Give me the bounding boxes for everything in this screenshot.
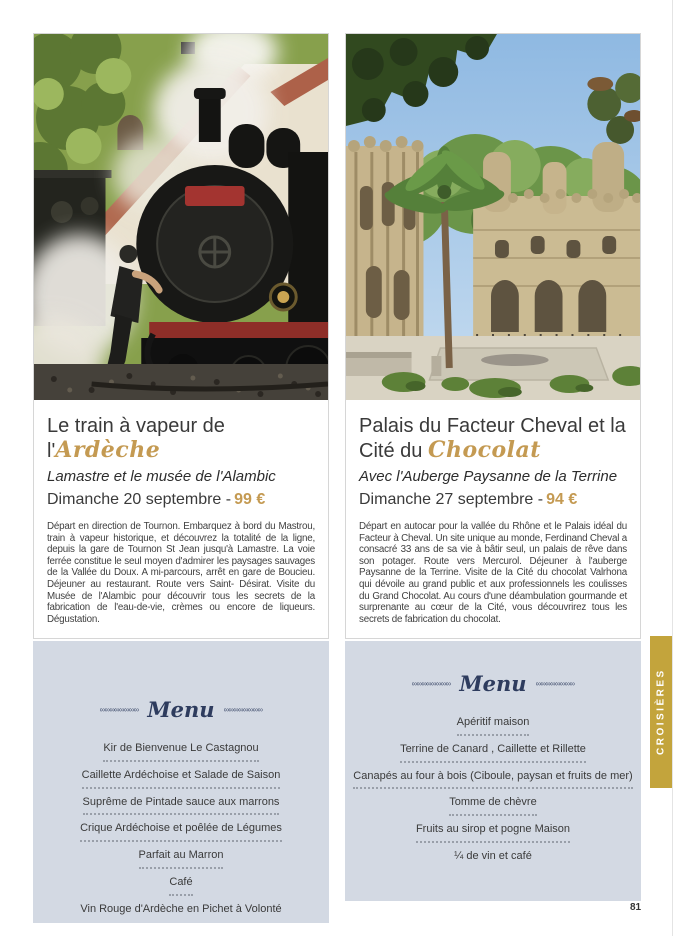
menu-heading: [411, 671, 575, 697]
menu-item: ¼ de vin et café: [454, 849, 532, 862]
excursion-column-train: [33, 33, 329, 915]
card-title: [359, 415, 627, 463]
card-train: [33, 33, 329, 639]
date-text: Dimanche 27 septembre -: [359, 491, 544, 509]
menu-item: Tomme de chèvre: [449, 796, 536, 816]
title-script-text: Ardèche: [55, 437, 161, 463]
menu-item: Fruits au sirop et pogne Maison: [416, 823, 570, 843]
menu-items-list: [345, 716, 641, 871]
title-script-text: Chocolat: [427, 437, 541, 463]
steam-train-photo-icon: [34, 34, 328, 400]
card-subtitle: Lamastre et le musée de l'Alambic: [47, 468, 276, 486]
card-body: [346, 400, 640, 638]
menu-items-list: [33, 742, 329, 923]
squiggle-ornament-left-icon: ∞∞∞∞∞∞∞∞: [99, 704, 139, 714]
menu-item: Canapés au four à bois (Ciboule, paysan et fruits de mer): [353, 770, 632, 790]
menu-item: Suprême de Pintade sauce aux marrons: [83, 796, 280, 816]
menu-item: Parfait au Marron: [139, 849, 224, 869]
menu-item: Apéritif maison: [457, 716, 530, 736]
excursion-column-palais: [345, 33, 641, 901]
card-date-line: [359, 491, 627, 509]
page-number: 81: [630, 902, 642, 913]
squiggle-ornament-right-icon: ∞∞∞∞∞∞∞∞: [535, 678, 575, 688]
menu-item: Café: [169, 876, 192, 896]
card-body: [34, 400, 328, 638]
menu-box-palais: [345, 641, 641, 901]
card-subtitle: Avec l'Auberge Paysanne de la Terrine: [359, 468, 618, 486]
squiggle-ornament-right-icon: ∞∞∞∞∞∞∞∞: [223, 704, 263, 714]
title-plain-text: Palais du Facteur Cheval et la Cité du: [359, 415, 626, 462]
menu-heading: [99, 697, 263, 723]
menu-item: Crique Ardéchoise et poêlée de Légumes: [80, 822, 282, 842]
tab-croisieres[interactable]: CROISIÈRES: [650, 636, 672, 788]
menu-title: Menu: [459, 671, 527, 697]
price-text: 94 €: [546, 491, 578, 509]
squiggle-ornament-left-icon: ∞∞∞∞∞∞∞∞: [411, 678, 451, 688]
menu-title: Menu: [147, 697, 215, 723]
menu-item: Vin Rouge d'Ardèche en Pichet à Volonté: [80, 902, 282, 915]
page-edge-line: [672, 0, 673, 936]
date-text: Dimanche 20 septembre -: [47, 491, 232, 509]
menu-item: Kir de Bienvenue Le Castagnou: [103, 742, 258, 762]
card-description: Départ en direction de Tournon. Embarquez à bord du Mastrou, train à vapeur historique, et découvrez la totalité de la ligne, depuis la gare de Tournon St Jean jusqu'à Lamastre. La voie ferrée constitue le seul moyen d'admirer les paysages sauvages de la Vallée du Doux. A mi-parcours, arrêt en gare de Boucieu. Déjeuner au restaurant. Route vers Saint- Désirat. Visite du Musée de l'Alambic pour découvrir tous les secrets de la fabrication de l'eau-de-vie, crèmes ou encore de liqueurs. Dégustation.: [47, 521, 315, 625]
card-date-line: [47, 491, 315, 509]
palais-facteur-cheval-photo-icon: [346, 34, 640, 400]
menu-box-train: [33, 641, 329, 923]
title-plain-text: Le train à vapeur de l': [47, 415, 225, 462]
price-text: 99 €: [234, 491, 266, 509]
card-title: [47, 415, 315, 463]
card-description: Départ en autocar pour la vallée du Rhône et le Palais idéal du Facteur à Cheval. Un site unique au monde, Ferdinand Cheval a consacré 33 ans de sa vie à bâtir seul, un palais de rêve dans son potager. Route vers Mercurol. Déjeuner à l'auberge Paysanne de la Terrine. Visite de la Cité du chocolat Valrhona qui dévoile au grand public et aux professionnels les coulisses du Grand Chocolat. Au cours d'une déambulation gourmande et surprenante au cœur de la Cité, vous découvrirez tous les secrets de fabrication du chocolat.: [359, 521, 627, 625]
menu-item: Terrine de Canard , Caillette et Rillette: [400, 743, 586, 763]
menu-item: Caillette Ardéchoise et Salade de Saison: [82, 769, 281, 789]
card-palais: [345, 33, 641, 639]
